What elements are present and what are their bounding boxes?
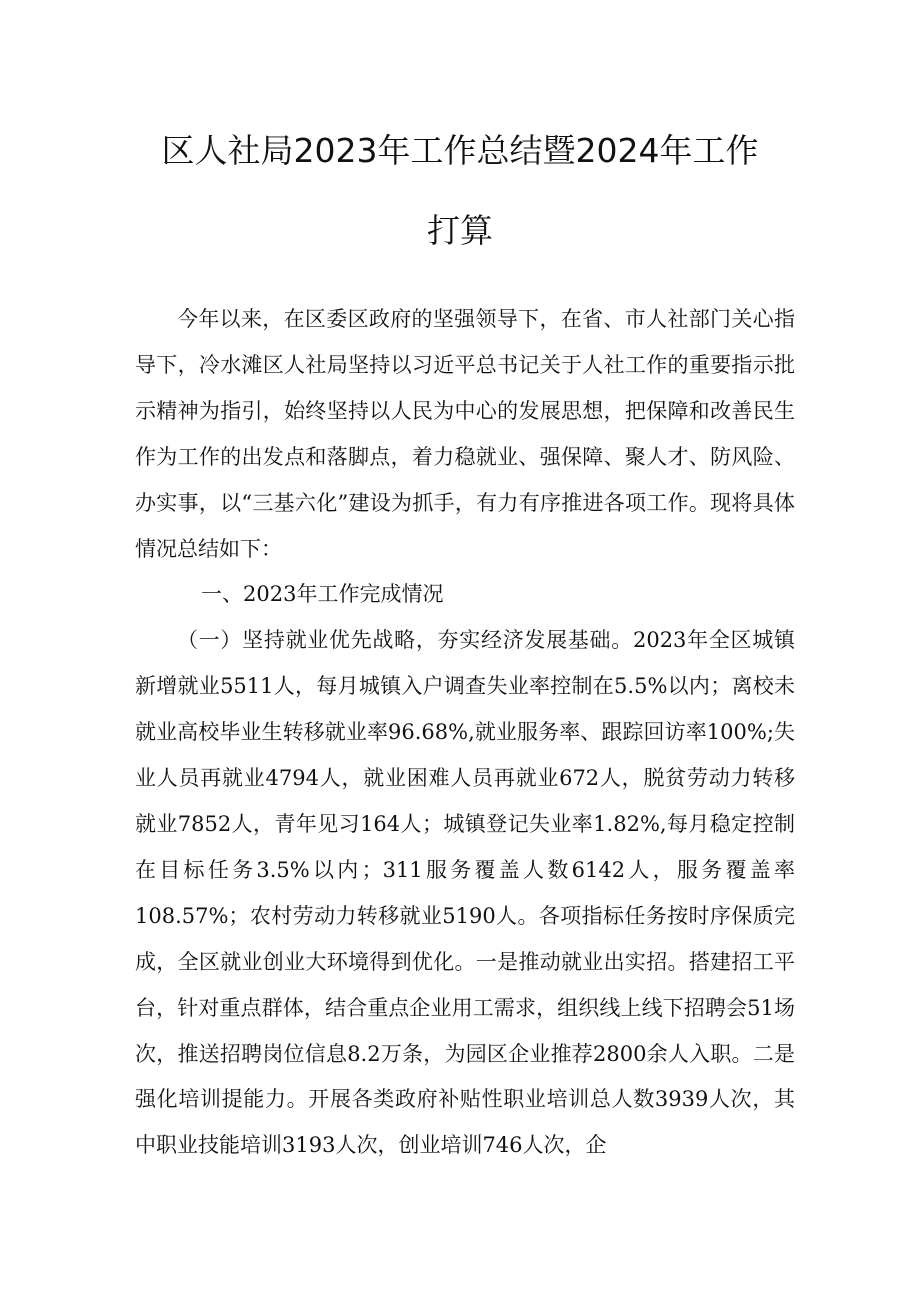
document-title-line-2: 打算 [427, 211, 493, 250]
document-body [135, 297, 795, 1169]
section-heading: 一、2023年工作完成情况 [201, 582, 444, 607]
document-title-line-1: 区人社局2023年工作总结暨2024年工作 [161, 131, 759, 170]
intro-paragraph: 今年以来，在区委区政府的坚强领导下，在省、市人社部门关心指导下，冷水滩区人社局坚持以习近平总书记关于人社工作的重要指示批示精神为指引，始终坚持以人民为中心的发展思想，把保障和改善民生作为工作的出发点和落脚点，着力稳就业、强保障、聚人才、防风险、办实事，以“三基六化”建设为抓手，有力有序推进各项工作。现将具体情况总结如下： [135, 307, 795, 561]
section-paragraph: （一）坚持就业优先战略，夯实经济发展基础。2023年全区城镇新增就业5511人，每月城镇入户调查失业率控制在5.5%以内；离校未就业高校毕业生转移就业率96.68%,就业服务率、跟踪回访率100%;失业人员再就业4794人，就业困难人员再就业672人，脱贫劳动力转移就业7852人，青年见习164人；城镇登记失业率1.82%,每月稳定控制在目标任务3.5%以内；311服务覆盖人数6142人，服务覆盖率108.57%；农村劳动力转移就业5190人。各项指标任务按时序保质完成，全区就业创业大环境得到优化。一是推动就业出实招。搭建招工平台，针对重点群体，结合重点企业用工需求，组织线上线下招聘会51场次，推送招聘岗位信息8.2万条，为园区企业推荐2800余人入职。二是强化培训提能力。开展各类政府补贴性职业培训总人数3939人次，其中职业技能培训3193人次，创业培训746人次，企 [135, 628, 796, 1158]
